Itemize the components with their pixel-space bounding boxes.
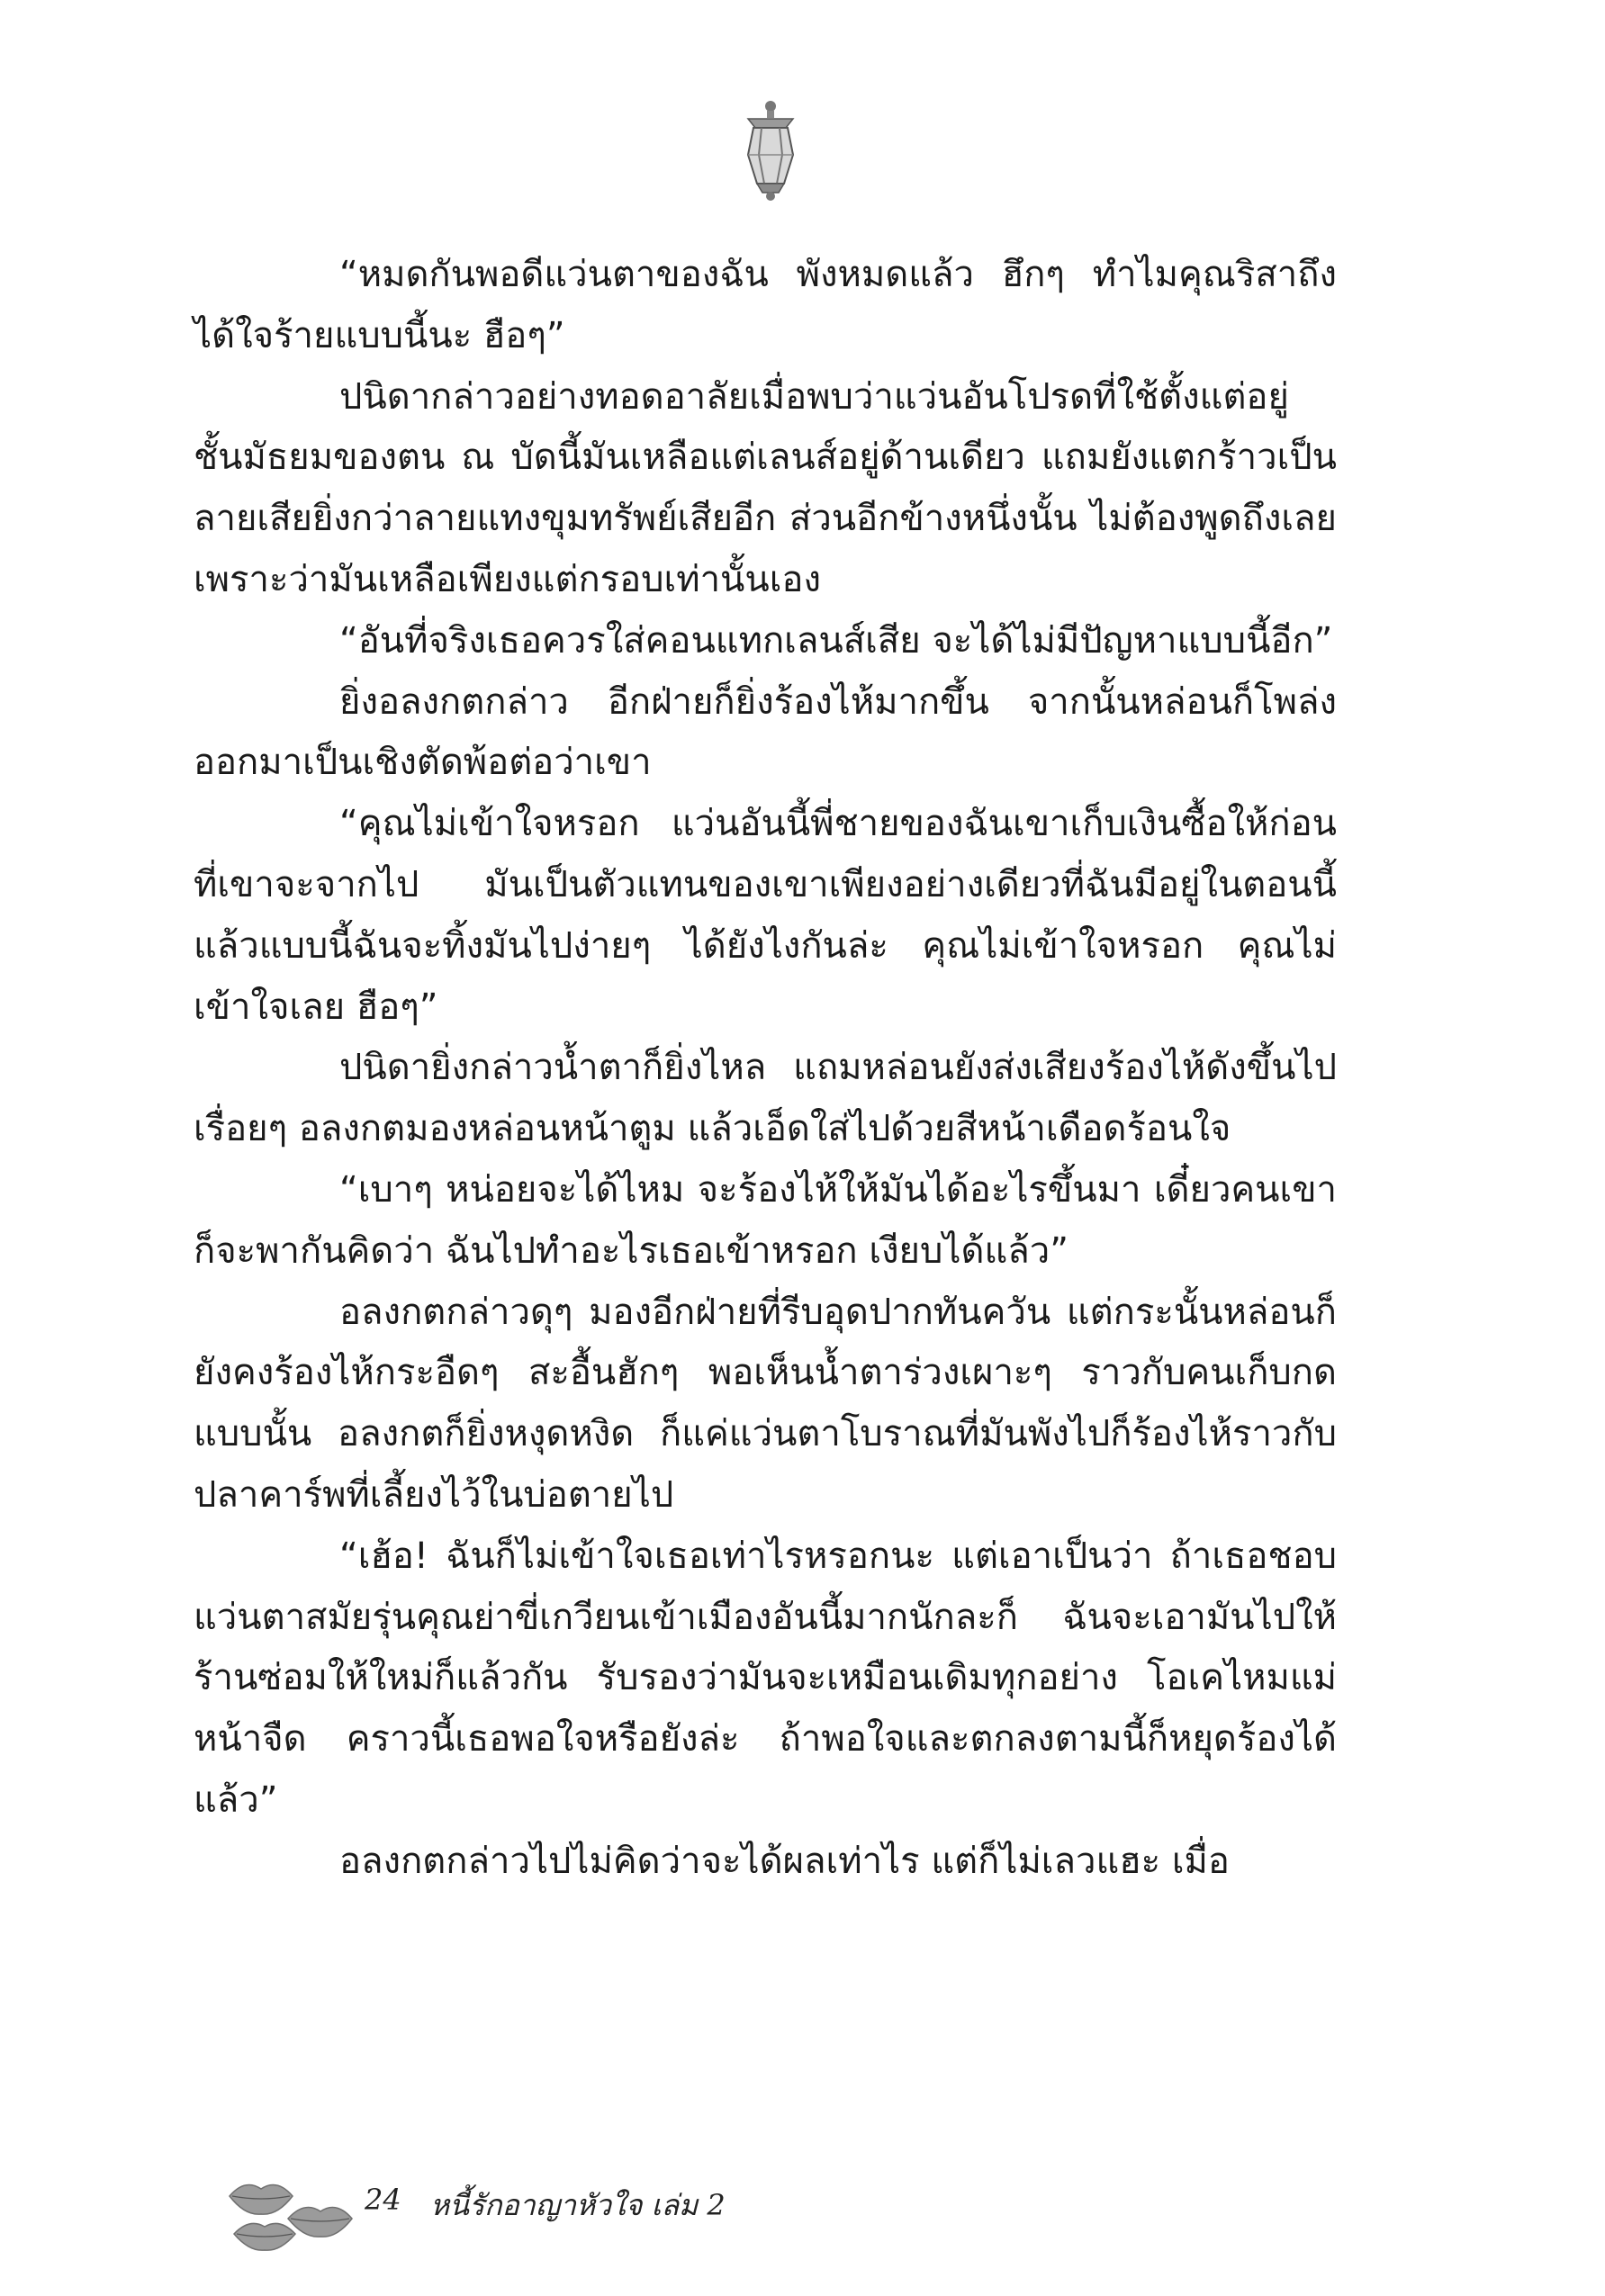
paragraph: ปนิดายิ่งกล่าวน้ำตาก็ยิ่งไหล แถมหล่อนยังส่งเสียงร้องไห้ดังขึ้นไปเรื่อยๆ อลงกตมองหล่อนหน้าตูม แล้วเอ็ดใส่ไปด้วยสีหน้าเดือดร้อนใจ [194,1047,1337,1150]
paragraph: “เบาๆ หน่อยจะได้ไหม จะร้องไห้ให้มันได้อะไรขึ้นมา เดี๋ยวคนเขาก็จะพากันคิดว่า ฉันไปทำอะไรเธอเข้าหรอก เงียบได้แล้ว” [194,1168,1337,1272]
paragraph: อลงกตกล่าวดุๆ มองอีกฝ่ายที่รีบอุดปากทันควัน แต่กระนั้นหล่อนก็ยังคงร้องไห้กระอืดๆ สะอื้นฮักๆ พอเห็นน้ำตาร่วงเผาะๆ ราวกับคนเก็บกดแบบนั้น อลงกตก็ยิ่งหงุดหงิด ก็แค่แว่นตาโบราณที่มันพังไปก็ร้องไห้ราวกับปลาคาร์พที่เลี้ยงไว้ในบ่อตายไป [194,1291,1337,1516]
paragraph: “คุณไม่เข้าใจหรอก แว่นอันนี้พี่ชายของฉันเขาเก็บเงินซื้อให้ก่อนที่เขาจะจากไป มันเป็นตัวแทนของเขาเพียงอย่างเดียวที่ฉันมีอยู่ในตอนนี้ แล้วแบบนี้ฉันจะทิ้งมันไปง่ายๆ ได้ยังไงกันล่ะ คุณไม่เข้าใจหรอก คุณไม่เข้าใจเลย ฮือๆ” [194,803,1337,1028]
lantern-icon [730,97,811,205]
paragraph: “หมดกันพอดีแว่นตาของฉัน พังหมดแล้ว ฮึกๆ ทำไมคุณริสาถึงได้ใจร้ายแบบนี้นะ ฮือๆ” [194,254,1337,356]
lips-icon [225,2169,378,2268]
page-footer [225,2169,1035,2277]
paragraph: “อันที่จริงเธอควรใส่คอนแทกเลนส์เสีย จะได้ไม่มีปัญหาแบบนี้อีก” [339,619,1333,662]
paragraph: อลงกตกล่าวไปไม่คิดว่าจะได้ผลเท่าไร แต่ก็ไม่เลวแฮะ เมื่อ [339,1840,1230,1882]
body-text [194,245,1337,1893]
paragraph: “เฮ้อ! ฉันก็ไม่เข้าใจเธอเท่าไรหรอกนะ แต่เอาเป็นว่า ถ้าเธอชอบแว่นตาสมัยรุ่นคุณย่าขี่เกวียนเข้าเมืองอันนี้มากนักละก็ ฉันจะเอามันไปให้ร้านซ่อมให้ใหม่ก็แล้วกัน รับรองว่ามันจะเหมือนเดิมทุกอย่าง โอเคไหมแม่หน้าจืด คราวนี้เธอพอใจหรือยังล่ะ ถ้าพอใจและตกลงตามนี้ก็หยุดร้องได้แล้ว” [194,1535,1337,1821]
book-title: หนี้รักอาญาหัวใจ เล่ม 2 [430,2188,726,2222]
paragraph: ยิ่งอลงกตกล่าว อีกฝ่ายก็ยิ่งร้องไห้มากขึ้น จากนั้นหล่อนก็โพล่งออกมาเป็นเชิงตัดพ้อต่อว่าเขา [194,680,1337,784]
paragraph: ปนิดากล่าวอย่างทอดอาลัยเมื่อพบว่าแว่นอันโปรดที่ใช้ตั้งแต่อยู่ชั้นมัธยมของตน ณ บัดนี้มันเหลือแต่เลนส์อยู่ด้านเดียว แถมยังแตกร้าวเป็นลายเสียยิ่งกว่าลายแทงขุมทรัพย์เสียอีก ส่วนอีกข้างหนึ่งนั้น ไม่ต้องพูดถึงเลย เพราะว่ามันเหลือเพียงแต่กรอบเท่านั้นเอง [194,375,1337,600]
page-number: 24 [365,2183,401,2217]
